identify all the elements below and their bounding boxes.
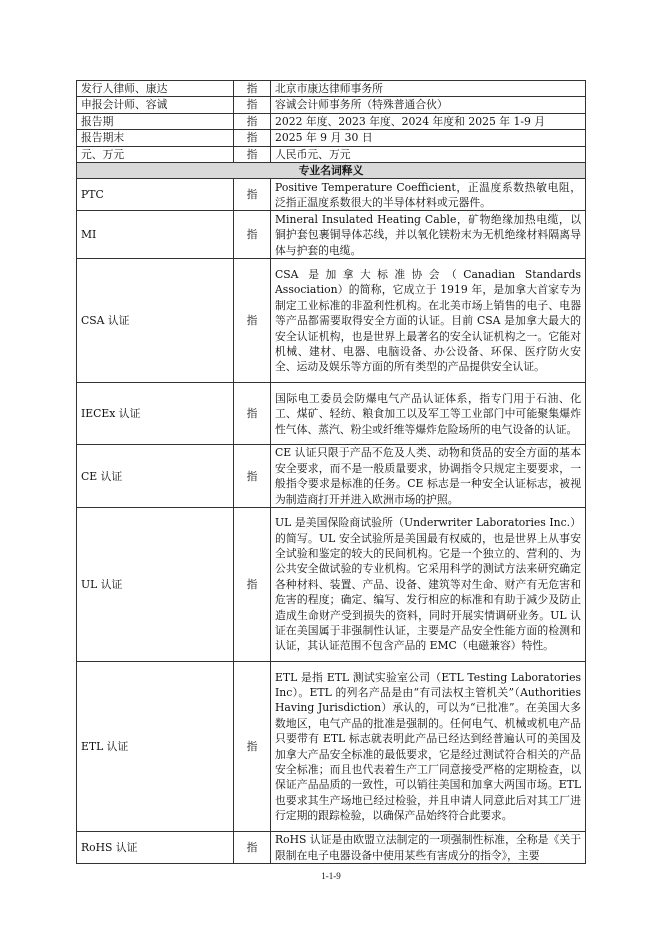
term-cell: 发行人律师、康达 — [77, 81, 234, 97]
term-cell: PTC — [77, 179, 234, 211]
table-row — [77, 211, 586, 259]
ref-cell: 指 — [234, 146, 271, 162]
ref-cell: 指 — [234, 97, 271, 113]
table-row — [77, 130, 586, 146]
term-cell: CE 认证 — [77, 445, 234, 508]
glossary-table — [76, 80, 586, 864]
definition-cell: 2025 年 9 月 30 日 — [271, 130, 586, 146]
term-cell: UL 认证 — [77, 508, 234, 662]
definition-cell: CSA 是加拿大标准协会（Canadian Standards Association）的简称，它成立于 1919 年，是加拿大首家专为制定工业标准的非盈利性机构。在北美市场上销售的电子、电器等产品都需要取得安全方面的认证。目前 CSA 是加拿大最大的安全认证机构，也是世界上最著名的安全认证机构之一。它能对机械、建材、电器、电脑设备、办公设备、环保、医疗防火安全、运动及娱乐等方面的所有类型的产品提供安全认证。 — [271, 259, 586, 383]
term-cell: IECEx 认证 — [77, 383, 234, 445]
table-row — [77, 81, 586, 97]
ref-cell: 指 — [234, 508, 271, 662]
definition-cell: Positive Temperature Coefficient，正温度系数热敏电阻，泛指正温度系数很大的半导体材料或元器件。 — [271, 179, 586, 211]
definition-cell: CE 认证只限于产品不危及人类、动物和货品的安全方面的基本安全要求，而不是一般质量要求，协调指令只规定主要要求，一般指令要求是标准的任务。CE 标志是一种安全认证标志，被视为制造商打开并进入欧洲市场的护照。 — [271, 445, 586, 508]
table-row — [77, 445, 586, 508]
term-cell: ETL 认证 — [77, 662, 234, 832]
section-header-row — [77, 163, 586, 179]
term-cell: MI — [77, 211, 234, 259]
table-row — [77, 97, 586, 113]
table-row — [77, 146, 586, 162]
definition-cell: Mineral Insulated Heating Cable，矿物绝缘加热电缆，以铜护套包裹铜导体芯线，并以氧化镁粉末为无机绝缘材料隔离导体与护套的电缆。 — [271, 211, 586, 259]
term-cell: CSA 认证 — [77, 259, 234, 383]
ref-cell: 指 — [234, 179, 271, 211]
term-cell: RoHS 认证 — [77, 832, 234, 864]
term-cell: 元、万元 — [77, 146, 234, 162]
table-row — [77, 508, 586, 662]
definition-cell: 国际电工委员会防爆电气产品认证体系，指专门用于石油、化工、煤矿、轻纺、粮食加工以及军工等工业部门中可能聚集爆炸性气体、蒸汽、粉尘或纤维等爆炸危险场所的电气设备的认证。 — [271, 383, 586, 445]
ref-cell: 指 — [234, 662, 271, 832]
ref-cell: 指 — [234, 113, 271, 129]
table-row — [77, 179, 586, 211]
ref-cell: 指 — [234, 383, 271, 445]
term-cell: 报告期末 — [77, 130, 234, 146]
definition-cell: 容诚会计师事务所（特殊普通合伙） — [271, 97, 586, 113]
ref-cell: 指 — [234, 259, 271, 383]
table-row — [77, 383, 586, 445]
table-row — [77, 832, 586, 864]
definition-cell: RoHS 认证是由欧盟立法制定的一项强制性标准，全称是《关于限制在电子电器设备中使用某些有害成分的指令》，主要 — [271, 832, 586, 864]
definition-cell: 2022 年度、2023 年度、2024 年度和 2025 年 1-9 月 — [271, 113, 586, 129]
table-row — [77, 113, 586, 129]
ref-cell: 指 — [234, 211, 271, 259]
table-row — [77, 259, 586, 383]
definition-cell: ETL 是指 ETL 测试实验室公司（ETL Testing Laboratories Inc）。ETL 的列名产品是由“有司法权主管机关”（Authorities Having Jurisdiction）承认的，可以为“已批准”。在美国大多数地区，电气产品的批准是强制的。任何电气、机械或机电产品只要带有 ETL 标志就表明此产品已经达到经普遍认可的美国及加拿大产品安全标准的最低要求，它是经过测试符合相关的产品安全标准；而且也代表着生产工厂同意接受严格的定期检查，以保证产品品质的一致性，可以销往美国和加拿大两国市场。ETL 也要求其生产场地已经过检验，并且申请人同意此后对其工厂进行定期的跟踪检验，以确保产品始终符合此要求。 — [271, 662, 586, 832]
ref-cell: 指 — [234, 130, 271, 146]
ref-cell: 指 — [234, 445, 271, 508]
definition-cell: UL 是美国保险商试验所（Underwriter Laboratories Inc.）的简写。UL 安全试验所是美国最有权威的，也是世界上从事安全试验和鉴定的较大的民间机构。它是一个独立的、营利的、为公共安全做试验的专业机构。它采用科学的测试方法来研究确定各种材料、装置、产品、设备、建筑等对生命、财产有无危害和危害的程度；确定、编写、发行相应的标准和有助于减少及防止造成生命财产受到损失的资料，同时开展实情调研业务。UL 认证在美国属于非强制性认证，主要是产品安全性能方面的检测和认证，其认证范围不包含产品的 EMC（电磁兼容）特性。 — [271, 508, 586, 662]
definition-cell: 北京市康达律师事务所 — [271, 81, 586, 97]
term-cell: 申报会计师、容诚 — [77, 97, 234, 113]
table-row — [77, 662, 586, 832]
ref-cell: 指 — [234, 832, 271, 864]
definition-cell: 人民币元、万元 — [271, 146, 586, 162]
page-number: 1-1-9 — [321, 871, 341, 881]
section-title: 专业名词释义 — [77, 163, 586, 179]
ref-cell: 指 — [234, 81, 271, 97]
term-cell: 报告期 — [77, 113, 234, 129]
